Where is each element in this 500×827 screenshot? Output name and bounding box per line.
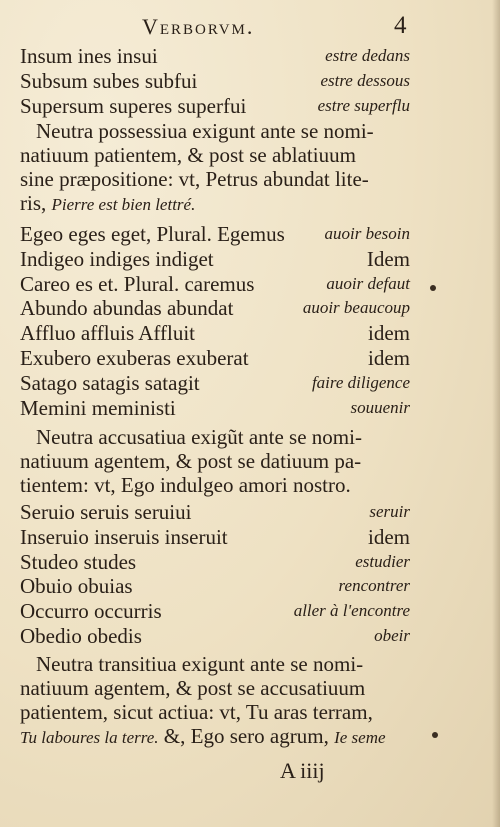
french-example: Tu laboures la terre. (20, 728, 159, 747)
paragraph-text: &, Ego sero agrum, (158, 724, 335, 748)
french-gloss: idem (368, 346, 410, 370)
french-gloss: estre superflu (317, 95, 410, 115)
paragraph-line: sine præpositione: vt, Petrus abundat lite- (20, 167, 369, 191)
latin-verb: Indigeo indiges indiget (20, 246, 214, 271)
ink-dot (430, 285, 436, 291)
paragraph-line (20, 724, 420, 748)
verb-row (20, 272, 410, 296)
french-gloss: souuenir (350, 397, 410, 417)
french-gloss: estudier (355, 551, 410, 571)
verb-row (20, 69, 410, 93)
verb-row (20, 94, 410, 118)
latin-verb: Satago satagis satagit (20, 370, 200, 395)
latin-verb: Affluo affluis Affluit (20, 321, 195, 346)
french-gloss: aller à l'encontre (293, 601, 410, 621)
french-example: Pierre est bien lettré. (51, 195, 196, 214)
latin-verb: Subsum subes subfui (20, 68, 198, 93)
french-gloss: seruir (369, 502, 410, 521)
paragraph-line: tientem: vt, Ego indulgeo amori nostro. (20, 473, 351, 497)
latin-verb: Memini meministi (20, 395, 176, 420)
paragraph-line: natiuum agentem, & post se datiuum pa- (20, 449, 362, 473)
french-gloss: idem (368, 321, 410, 346)
running-head: Verborvm. (142, 14, 255, 39)
french-example: Ie seme (334, 728, 386, 747)
paragraph-line: Neutra transitiua exigunt ante se nomi- (36, 652, 364, 676)
page-number: 4 (394, 12, 407, 39)
french-gloss: rencontrer (338, 576, 410, 596)
verb-row (20, 222, 410, 246)
verb-row (20, 624, 410, 648)
latin-verb: Egeo eges eget, Plural. Egemus (20, 222, 285, 246)
french-gloss: Idem (366, 246, 410, 271)
signature-mark: A iiij (280, 758, 325, 783)
paragraph-possessiua (20, 119, 420, 215)
paragraph-accusatiua (20, 425, 420, 497)
verb-row (20, 599, 410, 623)
latin-verb: Occurro occurris (20, 599, 162, 624)
verb-row (20, 550, 410, 574)
ink-dot (432, 732, 438, 738)
verb-row (20, 321, 410, 345)
latin-verb: Studeo studes (20, 549, 137, 574)
french-gloss: auoir besoin (324, 224, 410, 243)
french-gloss: faire diligence (311, 372, 410, 392)
verb-row (20, 525, 410, 549)
verb-row (20, 44, 410, 68)
page-gutter-shadow (492, 0, 500, 827)
latin-verb: Obuio obuias (20, 574, 133, 599)
french-gloss: idem (368, 524, 410, 549)
verb-row (20, 346, 410, 370)
latin-verb: Abundo abundas abundat (20, 296, 234, 321)
verb-row (20, 574, 410, 598)
latin-verb: Inseruio inseruis inseruit (20, 524, 228, 549)
latin-verb: Obedio obedis (20, 624, 142, 648)
verb-row (20, 371, 410, 395)
verb-row (20, 500, 410, 524)
verb-row (20, 396, 410, 420)
latin-verb: Insum ines insui (20, 44, 158, 68)
verb-row (20, 296, 410, 320)
french-gloss: obeir (374, 626, 410, 645)
latin-verb: Supersum superes superfui (20, 93, 247, 118)
paragraph-line: patientem, sicut actiua: vt, Tu aras terram, (20, 700, 373, 724)
verb-row (20, 247, 410, 271)
french-gloss: auoir defaut (326, 273, 410, 293)
french-gloss: estre dedans (325, 46, 410, 65)
latin-verb: Careo es et. Plural. caremus (20, 271, 255, 296)
paragraph-transitiua (20, 652, 420, 748)
page-header (0, 12, 500, 42)
paragraph-line: natiuum agentem, & post se accusatiuum (20, 676, 366, 700)
french-gloss: auoir beaucoup (302, 298, 410, 318)
paragraph-line: natiuum patientem, & post se ablatiuum (20, 143, 356, 167)
paragraph-line: Neutra accusatiua exigũt ante se nomi- (36, 425, 362, 449)
latin-verb: Seruio seruis seruiui (20, 500, 192, 524)
paragraph-line: Neutra possessiua exigunt ante se nomi- (36, 119, 374, 143)
paragraph-line (20, 191, 420, 215)
french-gloss: estre dessous (320, 70, 410, 90)
latin-verb: Exubero exuberas exuberat (20, 346, 249, 370)
paragraph-text: ris, (20, 191, 52, 215)
